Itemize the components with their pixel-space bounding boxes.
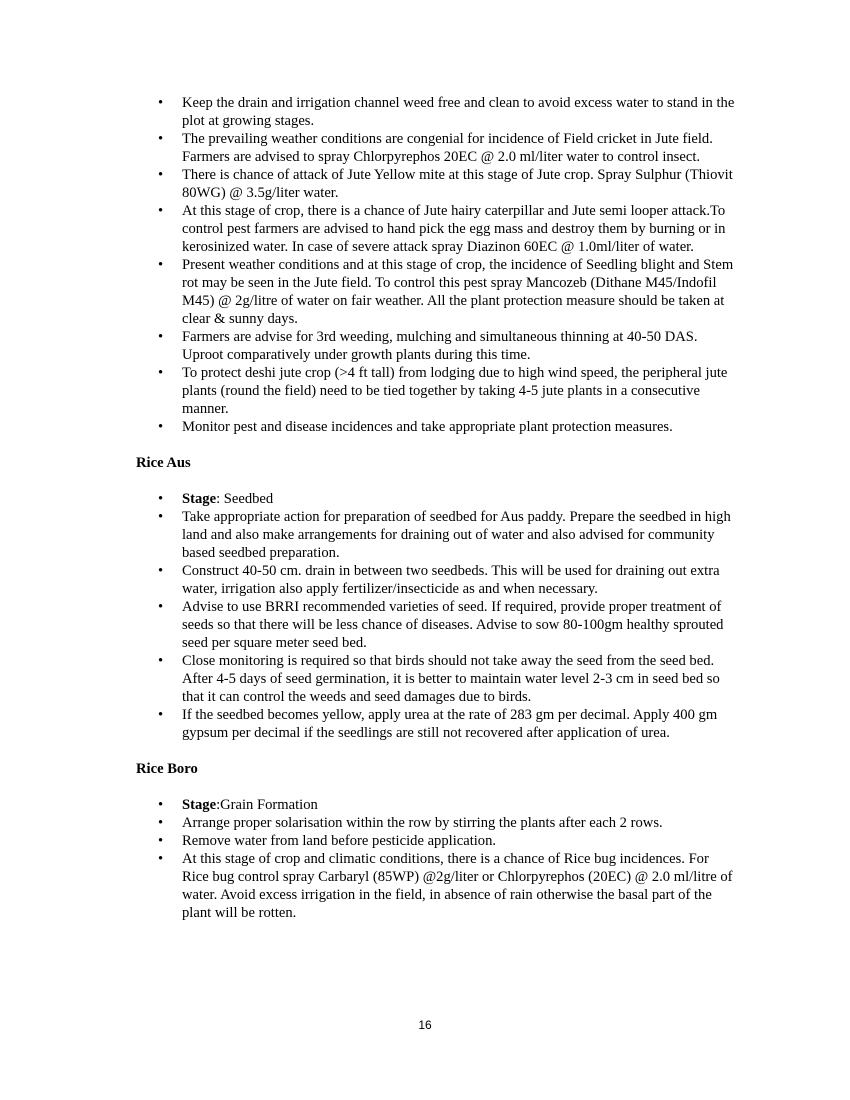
list-item <box>136 328 736 364</box>
list-item <box>136 652 736 706</box>
bullet-icon: • <box>158 833 164 849</box>
list-item-text: Keep the drain and irrigation channel weed free and clean to avoid excess water to stand in the plot at growing stages. <box>182 95 735 129</box>
bullet-icon: • <box>158 419 164 435</box>
list-item-text: Farmers are advise for 3rd weeding, mulching and simultaneous thinning at 40-50 DAS. Uproot comparatively under growth plants during this time. <box>182 329 698 363</box>
list-item <box>136 256 736 328</box>
list-item-text: Construct 40-50 cm. drain in between two seedbeds. This will be used for draining out extra water, irrigation also apply fertilizer/insecticide as and when necessary. <box>182 563 720 597</box>
bullet-icon: • <box>158 329 164 345</box>
bullet-icon: • <box>158 365 164 381</box>
list-item <box>136 94 736 130</box>
list-item-text: At this stage of crop, there is a chance of Jute hairy caterpillar and Jute semi looper attack.To control pest farmers are advised to hand pick the egg mass and destroy them by burning or in kerosinized water. In case of severe attack spray Diazinon 60EC @ 1.0ml/liter of water. <box>182 203 726 255</box>
rice-aus-advice-list <box>136 490 736 742</box>
list-item-text: Arrange proper solarisation within the row by stirring the plants after each 2 rows. <box>182 815 663 831</box>
stage-label: Stage <box>182 491 217 507</box>
stage-item <box>136 796 736 814</box>
stage-value: : Seedbed <box>216 491 274 507</box>
list-item <box>136 166 736 202</box>
section-heading-rice-aus: Rice Aus <box>136 455 191 471</box>
section-heading-rice-boro: Rice Boro <box>136 761 198 777</box>
list-item <box>136 598 736 652</box>
bullet-icon: • <box>158 851 164 867</box>
list-item <box>136 562 736 598</box>
bullet-icon: • <box>158 95 164 111</box>
bullet-icon: • <box>158 797 164 813</box>
list-item-text: Remove water from land before pesticide application. <box>182 833 497 849</box>
stage-value: :Grain Formation <box>216 797 318 813</box>
list-item-text: The prevailing weather conditions are congenial for incidence of Field cricket in Jute field. Farmers are advised to spray Chlorpyrephos 20EC @ 2.0 ml/liter water to control insect. <box>182 131 713 165</box>
list-item-text: Close monitoring is required so that birds should not take away the seed from the seed bed. After 4-5 days of seed germination, it is better to maintain water level 2-3 cm in seed bed so that it can control the weeds and seed damages due to birds. <box>182 653 720 705</box>
bullet-icon: • <box>158 563 164 579</box>
bullet-icon: • <box>158 599 164 615</box>
list-item-text: Present weather conditions and at this stage of crop, the incidence of Seedling blight and Stem rot may be seen in the Jute field. To control this pest spray Mancozeb (Dithane M45/Indofil M45) @ 2g/litre of water on fair weather. All the plant protection measure should be taken at clear & sunny days. <box>182 257 734 327</box>
list-item <box>136 814 736 832</box>
jute-advice-list <box>136 94 736 436</box>
list-item <box>136 706 736 742</box>
bullet-icon: • <box>158 491 164 507</box>
list-item-text: Take appropriate action for preparation of seedbed for Aus paddy. Prepare the seedbed in high land and also make arrangements for draining out of water and also advised for community based seedbed preparation. <box>182 509 731 561</box>
page-content <box>136 94 736 922</box>
bullet-icon: • <box>158 167 164 183</box>
stage-label: Stage <box>182 797 217 813</box>
list-item <box>136 202 736 256</box>
list-item <box>136 130 736 166</box>
list-item-text: To protect deshi jute crop (>4 ft tall) from lodging due to high wind speed, the peripheral jute plants (round the field) need to be tied together by taking 4-5 jute plants in a consecutive manner. <box>182 365 728 417</box>
list-item-text: There is chance of attack of Jute Yellow mite at this stage of Jute crop. Spray Sulphur (Thiovit 80WG) @ 3.5g/liter water. <box>182 167 733 201</box>
bullet-icon: • <box>158 257 164 273</box>
list-item <box>136 418 736 436</box>
list-item-text: Monitor pest and disease incidences and take appropriate plant protection measures. <box>182 419 673 435</box>
bullet-icon: • <box>158 707 164 723</box>
bullet-icon: • <box>158 203 164 219</box>
stage-item <box>136 490 736 508</box>
bullet-icon: • <box>158 131 164 147</box>
bullet-icon: • <box>158 653 164 669</box>
list-item-text: At this stage of crop and climatic conditions, there is a chance of Rice bug incidences. For Rice bug control spray Carbaryl (85WP) @2g/liter or Chlorpyrephos (20EC) @ 2.0 ml/litre of water. Avoid excess irrigation in the field, in absence of rain otherwise the basal part of the plant will be rotten. <box>182 851 733 921</box>
list-item <box>136 364 736 418</box>
list-item <box>136 508 736 562</box>
bullet-icon: • <box>158 509 164 525</box>
list-item-text: Advise to use BRRI recommended varieties of seed. If required, provide proper treatment of seeds so that there will be less chance of diseases. Advise to sow 80-100gm healthy sprouted seed per square meter seed bed. <box>182 599 724 651</box>
list-item <box>136 850 736 922</box>
rice-boro-advice-list <box>136 796 736 922</box>
bullet-icon: • <box>158 815 164 831</box>
list-item <box>136 832 736 850</box>
list-item-text: If the seedbed becomes yellow, apply urea at the rate of 283 gm per decimal. Apply 400 gm gypsum per decimal if the seedlings are still not recovered after application of urea. <box>182 707 718 741</box>
page-number: 16 <box>418 1018 432 1032</box>
